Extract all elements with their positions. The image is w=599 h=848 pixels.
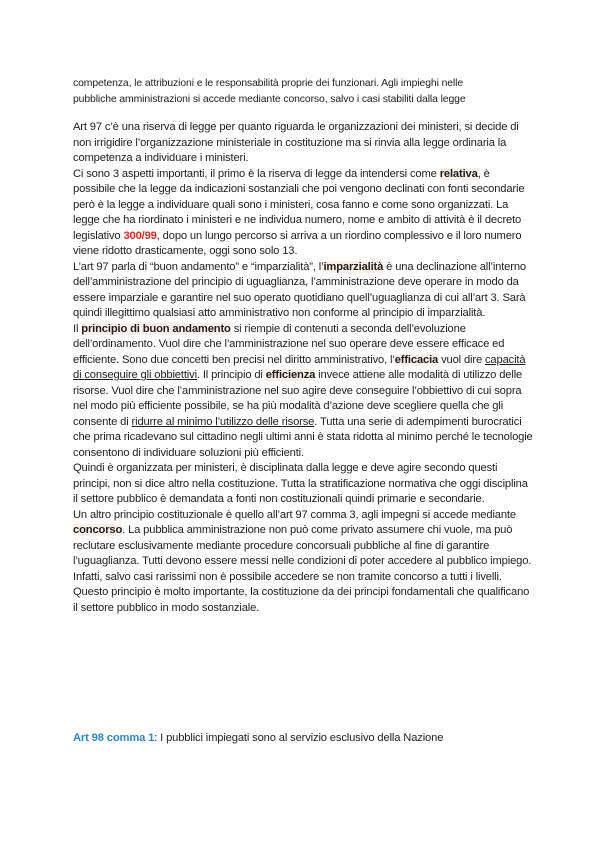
term-principio-buon-andamento: principio di buon andamento [81, 322, 231, 335]
term-efficacia: efficacia [394, 353, 439, 366]
intro-line-2: pubbliche amministrazioni si accede mediante concorso, salvo i casi stabiliti dalla legge [73, 94, 466, 105]
impartiality-text-b: è una declinazione all’interno dell’amministrazione del principio di uguaglianza, l’amministrazione deve operare in modo da essere imparziale e garantire nel suo operato quotidiano quell’uguaglianza di cui all’art 3. Sarà quindi illegittimo qualsiasi atto amministrativo non conforme al principio di imparzialità. [73, 260, 526, 319]
term-relativa: relativa [439, 167, 478, 180]
ministries-sentence: Art 97 c’è una riserva di legge per quanto riguarda le organizzazioni dei ministeri, si decide di non irrigidire l’organizzazione ministeriale in costituzione ma si rinvia alla legge ordinaria la competenza a individuare i ministeri. [73, 121, 519, 164]
body-text [73, 120, 533, 616]
good-performance-text-a: Il [73, 322, 82, 335]
intro-paragraph [73, 76, 533, 108]
aspects-text-a: Ci sono 3 aspetti importanti, il primo è la riserva di legge da intendersi come [73, 167, 440, 180]
underlined-ridurre: ridurre al minimo l’utilizzo delle risorse [131, 415, 315, 428]
underlined-capacita: capacità di conseguire gli obbiettivi [73, 353, 526, 381]
decree-reference: 300/99 [123, 229, 157, 242]
good-performance-text-d: . Il principio di [196, 369, 266, 381]
good-performance-text-c: vuol dire [438, 353, 485, 366]
aspects-text-c: , dopo un lungo percorso si arriva a un riordino complessivo e il loro numero viene ridotto drasticamente, oggi sono solo 13. [73, 229, 522, 257]
competition-text-a: Un altro principio costituzionale è quello all’art 97 comma 3, agli impegni si accede mediante [73, 508, 516, 521]
term-efficienza: efficienza [265, 369, 316, 381]
good-performance-text-f: . Tutta una serie di adempimenti burocratici che prima ricadevano sul cittadino negli ultimi anni è stata ridotta al minimo perché le tecnologie consentono di individuare soluzioni più efficienti. [73, 415, 533, 459]
good-performance-text-e: invece attiene alle modalità di utilizzo delle risorse. Vuol dire che l’amministrazione nel suo agire deve conseguire l’obbiettivo di cui sopra nel modo più efficiente possibile, se ha più modalità d’azione deve scegliere quella che gli consente di [73, 369, 523, 428]
organization-sentence: Quindi è organizzata per ministeri, è disciplinata dalla legge e deve agire secondo questi principi, non si dice altro nella costituzione. Tutta la stratificazione normativa che oggi disciplina il settore pubblico è demandata a fonti non costituzionali quindi primarie e secondarie. [73, 462, 528, 505]
art98-text: : I pubblici impiegati sono al servizio esclusivo della Nazione [154, 732, 444, 744]
term-imparzialita: imparzialità [323, 260, 384, 273]
term-concorso: concorso [73, 524, 123, 536]
art98-heading: Art 98 comma 1 [73, 732, 155, 744]
impartiality-text-a: L’art 97 parla di “buon andamento” e “imparzialità”, l’ [73, 260, 324, 273]
art98-paragraph [73, 731, 533, 747]
competition-text-b: . La pubblica amministrazione non può come privato assumere chi vuole, ma può reclutare esclusivamente mediante procedure concorsuali pubbliche al fine di garantire l’uguaglianza. Tutti devono essere messi nelle condizioni di poter accedere al pubblico impiego. Infatti, salvo casi rarissimi non è possibile accedere se non tramite concorso a tutti i livelli. Questo principio è molto importante, la costituzione da dei principi fondamentali che qualificano il settore pubblico in modo sostanziale. [73, 524, 532, 614]
good-performance-text-b: si riempie di contenuti a seconda dell’evoluzione dell’ordinamento. Vuol dire che l’amministrazione nel suo operare deve essere efficace ed efficiente. Sono due concetti ben precisi nel diritto amministrativo, l’ [73, 322, 505, 366]
intro-line-1: competenza, le attribuzioni e le responsabilità proprie dei funzionari. Agli impieghi nelle [73, 78, 464, 89]
aspects-text-b: , è possibile che la legge da indicazioni sostanziali che poi vengono declinati con fonti secondarie però è la legge a individuare quali sono i ministeri, cosa fanno e come sono organizzati. La legge che ha riordinato i ministeri e ne individua numero, nome e ambito di attività è il decreto legislativo [73, 167, 525, 242]
